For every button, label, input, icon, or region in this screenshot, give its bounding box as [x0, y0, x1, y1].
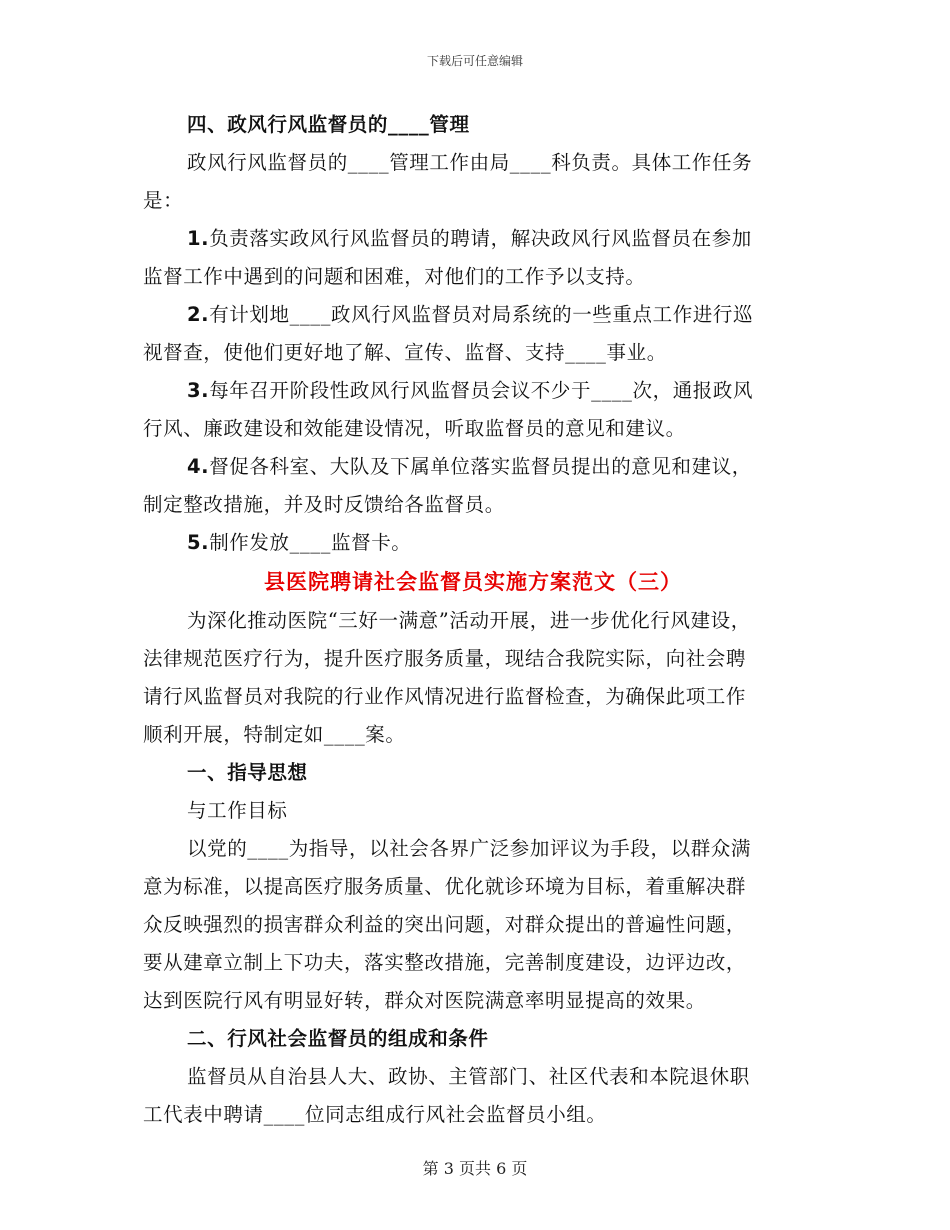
paragraph-line: 行风、廉政建设和效能建设情况，听取监督员的意见和建议。 — [143, 417, 686, 440]
paragraph-line: 顺利开展，特制定如____案。 — [143, 723, 406, 746]
paragraph-line: 监督员从自治县人大、政协、主管部门、社区代表和本院退休职 — [187, 1065, 750, 1088]
page-header: 下载后可任意编辑 — [426, 54, 523, 68]
paragraph-line: 众反映强烈的损害群众利益的突出问题，对群众提出的普遍性问题， — [143, 913, 747, 936]
paragraph-line: 工代表中聘请____位同志组成行风社会监督员小组。 — [143, 1103, 607, 1126]
paragraph-line: 制定整改措施，并及时反馈给各监督员。 — [143, 493, 505, 516]
paragraph-line: 是： — [143, 189, 184, 212]
paragraph-line: 要从建章立制上下功夫，落实整改措施，完善制度建设，边评边改， — [143, 951, 747, 974]
paragraph-line: 意为标准，以提高医疗服务质量、优化就诊环境为目标，着重解决群 — [143, 875, 747, 898]
paragraph-line: 政风行风监督员的____管理工作由局____科负责。具体工作任务 — [187, 151, 753, 174]
list-text: 制作发放____监督卡。 — [209, 531, 412, 554]
document-title: 县医院聘请社会监督员实施方案范文（三） — [264, 570, 682, 594]
paragraph-line: 为深化推动医院“三好一满意”活动开展，进一步优化行风建设， — [187, 609, 751, 632]
list-number: 2. — [187, 303, 210, 326]
list-text: 有计划地____政风行风监督员对局系统的一些重点工作进行巡 — [209, 303, 754, 326]
list-text: 督促各科室、大队及下属单位落实监督员提出的意见和建议， — [209, 455, 752, 478]
list-number: 4. — [187, 455, 210, 478]
list-number: 5. — [187, 531, 210, 554]
list-item-1 — [143, 220, 803, 258]
paragraph-line: 视督查，使他们更好地了解、宣传、监督、支持____事业。 — [143, 341, 667, 364]
list-item-5 — [143, 524, 803, 562]
list-text: 负责落实政风行风监督员的聘请，解决政风行风监督员在参加 — [209, 227, 752, 250]
paragraph-line: 法律规范医疗行为，提升医疗服务质量，现结合我院实际，向社会聘 — [143, 647, 747, 670]
list-item-4 — [143, 448, 803, 486]
list-item-2 — [143, 296, 803, 334]
list-number: 3. — [187, 379, 210, 402]
document-body — [143, 106, 803, 1134]
page-footer: 第 3 页共 6 页 — [422, 1159, 528, 1178]
section-heading-4: 四、政风行风监督员的____管理 — [187, 113, 470, 136]
paragraph-line: 与工作目标 — [187, 799, 288, 822]
paragraph-line: 以党的____为指导，以社会各界广泛参加评议为手段，以群众满 — [187, 837, 752, 860]
section-heading-2: 二、行风社会监督员的组成和条件 — [187, 1027, 489, 1050]
paragraph-line: 达到医院行风有明显好转，群众对医院满意率明显提高的效果。 — [143, 989, 706, 1012]
paragraph-line: 请行风监督员对我院的行业作风情况进行监督检查，为确保此项工作 — [143, 685, 747, 708]
list-number: 1. — [187, 227, 210, 250]
list-text: 每年召开阶段性政风行风监督员会议不少于____次，通报政风 — [209, 379, 754, 402]
paragraph-line: 监督工作中遇到的问题和困难，对他们的工作予以支持。 — [143, 265, 646, 288]
section-heading-1: 一、指导思想 — [187, 761, 308, 784]
list-item-3 — [143, 372, 803, 410]
